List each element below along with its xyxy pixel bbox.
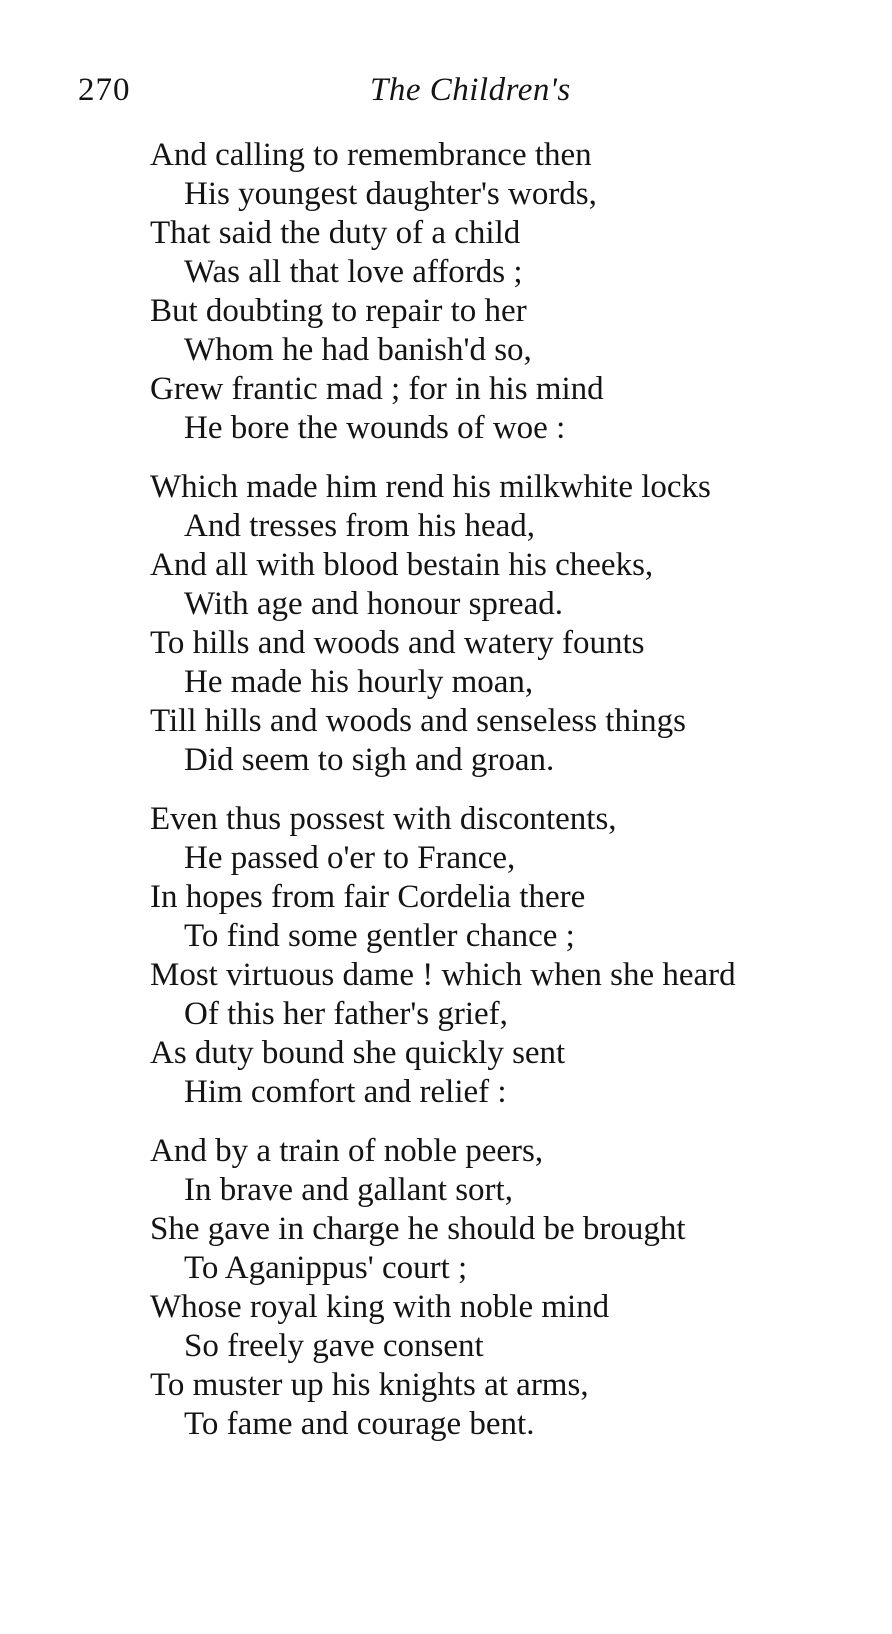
running-head [0,72,892,116]
poem-line: He passed o'er to France, [184,840,516,876]
poem-line: Was all that love affords ; [184,254,523,290]
running-title: The Children's [370,72,571,108]
poem-line: And all with blood bestain his cheeks, [150,547,654,583]
poem [150,136,870,1464]
poem-line: But doubting to repair to her [150,293,527,329]
poem-line: He bore the wounds of woe : [184,410,566,446]
stanza-3 [150,800,870,1112]
poem-line: To Aganippus' court ; [184,1250,468,1286]
poem-line: Him comfort and relief : [184,1074,507,1110]
poem-line: His youngest daughter's words, [184,176,597,212]
poem-line: To fame and courage bent. [184,1406,535,1442]
stanza-1 [150,136,870,448]
poem-line: Whose royal king with noble mind [150,1289,610,1325]
poem-line: In hopes from fair Cordelia there [150,879,586,915]
poem-line: He made his hourly moan, [184,664,534,700]
poem-line: Of this her father's grief, [184,996,508,1032]
stanza-4 [150,1132,870,1444]
poem-line: As duty bound she quickly sent [150,1035,566,1071]
poem-line: Even thus possest with discontents, [150,801,617,837]
poem-line: To find some gentler chance ; [184,918,575,954]
poem-line: To hills and woods and watery founts [150,625,645,661]
poem-line: And by a train of noble peers, [150,1133,544,1169]
poem-line: With age and honour spread. [184,586,563,622]
poem-line: Most virtuous dame ! which when she heard [150,957,736,993]
poem-line: Which made him rend his milkwhite locks [150,469,711,505]
poem-line: That said the duty of a child [150,215,521,251]
poem-line: She gave in charge he should be brought [150,1211,686,1247]
poem-line: And calling to remembrance then [150,137,592,173]
poem-line: And tresses from his head, [184,508,536,544]
poem-line: So freely gave consent [184,1328,484,1364]
page-number: 270 [78,72,131,108]
poem-line: Whom he had banish'd so, [184,332,532,368]
poem-line: Till hills and woods and senseless things [150,703,686,739]
poem-line: To muster up his knights at arms, [150,1367,589,1403]
poem-line: Grew frantic mad ; for in his mind [150,371,604,407]
stanza-2 [150,468,870,780]
poem-line: In brave and gallant sort, [184,1172,513,1208]
poem-line: Did seem to sigh and groan. [184,742,555,778]
